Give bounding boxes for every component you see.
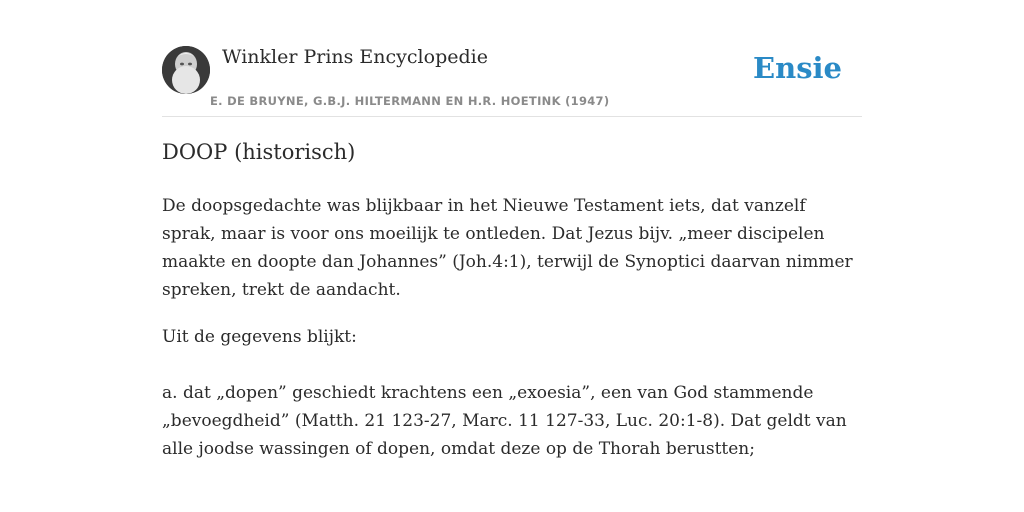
article-paragraph: Uit de gegevens blijkt: — [162, 327, 357, 347]
page-header — [162, 44, 862, 117]
article-paragraph: De doopsgedachte was blijkbaar in het Nieuwe Testament iets, dat vanzelf sprak, maar is voor ons moeilijk te ontleden. Dat Jezus bijv. „meer discipelen maakte en doopte dan Johannes” (Joh.4:1), terwijl de Synoptici daarvan nimmer spreken, trekt de aandacht. — [162, 196, 853, 300]
author-avatar[interactable] — [162, 46, 210, 94]
portrait-image — [162, 46, 210, 94]
publication-title[interactable]: Winkler Prins Encyclopedie — [222, 46, 488, 68]
brand-logo[interactable]: Ensie — [753, 51, 842, 85]
article-title: DOOP (historisch) — [162, 140, 356, 164]
publication-authors: E. DE BRUYNE, G.B.J. HILTERMANN EN H.R. HOETINK (1947) — [210, 94, 610, 108]
article-body — [162, 192, 862, 482]
article-paragraph: a. dat „dopen” geschiedt krachtens een „exoesia”, een van God stammende „bevoegdheid” (Matth. 21 123-27, Marc. 11 127-33, Luc. 20:1-8). Dat geldt van alle joodse wassingen of dopen, omdat deze op de Thorah berustten; — [162, 383, 847, 459]
